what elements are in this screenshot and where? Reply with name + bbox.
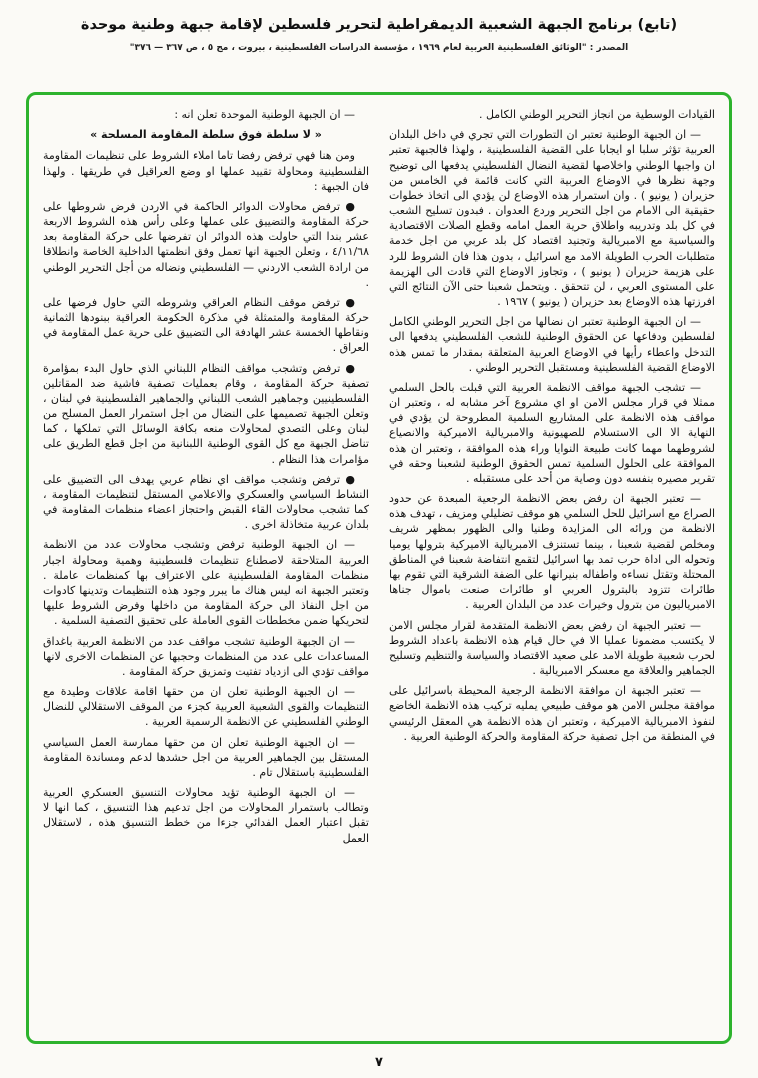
paragraph: ● ترفض موقف النظام العراقي وشروطه التي حاول فرضها على حركة المقاومة والمتمثلة في مذكرة الحكومة العراقية ببنودها الثمانية ونقاطها الخمسة عشر الهادفة الى التضييق على حرية عمل المقاومة في العراق . (43, 295, 369, 355)
page-number: ٧ (375, 1055, 383, 1070)
paragraph: — ان الجبهة الوطنية تعتبر ان نضالها من اجل التحرير الوطني الكامل لفلسطين ودفاعها عن الحقوق الوطنية للشعب الفلسطيني يدفعها الى التدخل واعطاء رأيها في الاوضاع العربية المتعلقة بمقدار ما تمس هذه الاوضاع القضية الفلسطينية ومستقبل التحرير الوطني . (389, 315, 715, 374)
right-column (389, 107, 715, 1029)
paragraph: — ان الجبهة الوطنية تعلن ان من حقها ممارسة العمل السياسي المستقل بين الجماهير العربية من اجل حشدها لدعم ومساندة المقاومة الفلسطينية باستقلال تام . (43, 735, 369, 779)
left-column (43, 107, 369, 1029)
paragraph: — تعتبر الجبهة ان رفض بعض الانظمة المتقدمة لقرار مجلس الامن لا يكتسب مضمونا عمليا الا في حال قيام هذه الانظمة باعداد الشروط لحرب شعبية طويلة الامد على صعيد الاقتصاد والسياسة والتنظيم وتسليح الجماهير والعلاقة مع معسكر الامبريالية . (389, 618, 715, 678)
paragraph: ● ترفض محاولات الدوائر الحاكمة في الاردن فرض شروطها على حركة المقاومة والتضييق على عملها وعلى رأس هذه الشروط الاربعة عشر بندا التي حاولت هذه الدوائر ان تفرضها على حركة المقاومة بعد ٤/١١/٦٨ ، وتعلن الجبهة انها تعمل وفق انظمتها الداخلية الخاصة وانطلاقا من ارادة الشعب الاردني — الفلسطيني ونضاله من أجل التحرير الوطني . (43, 199, 369, 289)
paragraph: — تشجب الجبهة مواقف الانظمة العربية التي قبلت بالحل السلمي ممثلا في قرار مجلس الامن او اي مشروع آخر مشابه له ، وتعتبر ان مواقف هذه الانظمة على المشاريع السلمية المطروحة لن يؤدي في النهاية الا الى الاستسلام للصهيونية والامبريالية الاميركية والانصياع لشروطهما مهما كانت طبيعة النوايا وراء هذه الموافقة ، وتعتبر ان هذه الموافقة على الحلول السلمية تمس الحقوق الوطنية لشعبنا وحقه في تقرير مصيره بنفسه دون وصاية من أحد على مستقبله . (389, 380, 715, 485)
page-header (0, 0, 758, 53)
paragraph: — ان الجبهة الوطنية تعتبر ان التطورات التي تجري في داخل البلدان العربية تؤثر سلبا او ايجابا على القضية الفلسطينية ، ولهذا فالجبهة تعتبر ان واجبها الوطني واخلاصها لقضية النضال الفلسطيني يدفعها الى توضيح وجهة نظرها في الاوضاع العربية التي كانت قائمة في الخامس من حزيران ( يونيو ) . وان استمرار هذه الاوضاع لن يؤدي الى اتخاذ خطوات حقيقية الى الامام من اجل التحرير وردع العدوان . فبدون تسليح الشعب في كل بلد وتدريبه واطلاق حرية العمل امامه وقطع الصلات الاقتصادية والسياسية مع الامبريالية وتجنيد اقتصاد كل بلد عربي من اجل خدمة متطلبات الحرب الطويلة الامد مع اسرائيل ، بدون هذا فان الشروط للرد على هزيمة حزيران ( يونيو ) ، وتجاوز الاوضاع التي قادت الى الهزيمة على المستوى العربي ، لن تتحقق . ويتحمل شعبنا حتى الآن النتائج التي افرزتها هذه الاوضاع بعد حزيران ( يونيو ) ١٩٦٧ . (389, 128, 715, 309)
page-footer (0, 1051, 758, 1070)
source-line: المصدر : "الوثائق الفلسطينية العربية لعام ١٩٦٩ ، مؤسسة الدراسات الفلسطينية ، بيروت ، مج ٥ ، ص ٣٦٧ — ٣٧٦" (129, 42, 629, 53)
paragraph: ومن هنا فهي ترفض رفضا تاما املاء الشروط على تنظيمات المقاومة الفلسطينية ومحاولة تقييد عملها او وضع العراقيل في طريقها . ولهذا فان الجبهة : (43, 149, 369, 193)
quote-line: « لا سلطة فوق سلطة المقاومة المسلحة » (90, 128, 322, 142)
content-border-box (26, 92, 732, 1044)
paragraph: ● ترفض وتشجب مواقف النظام اللبناني الذي حاول البدء بمؤامرة تصفية حركة المقاومة ، وقام بعمليات تصفية فاشية ضد المقاتلين الفلسطينيين وجماهير الشعب اللبناني والجماهير الفلسطينية في لبنان ، وتعلن الجبهة تصميمها على النضال من اجل استمرار العمل المسلح من لبنان وعلى التصدي لمحاولات منعه بكافة الوسائل التي تملكها ، كما تناضل الجبهة مع كل القوى الوطنية اللبنانية من اجل قطع الطريق على مؤامرات هذا النظام . (43, 361, 369, 466)
paragraph: — ان الجبهة الوطنية الموحدة تعلن انه : (174, 108, 355, 121)
paragraph: القيادات الوسطية من انجاز التحرير الوطني الكامل . (478, 108, 715, 121)
two-column-layout (43, 107, 715, 1029)
paragraph: — ان الجبهة الوطنية تعلن ان من حقها اقامة علاقات وطيدة مع التنظيمات والقوى الشعبية العربية كجزء من الموقف الاستقلالي للنضال الوطني الفلسطيني عن الانظمة الرسمية العربية . (43, 685, 369, 729)
paragraph: — ان الجبهة الوطنية ترفض وتشجب محاولات عدد من الانظمة العربية المتلاحقة لاصطناع تنظيمات فلسطينية وهمية ومحاولة اجبار منظمات المقاومة الفلسطينية على الاعتراف بها كمنظمات عاملة . وتعتبر الجبهة انه ليس هناك ما يبرر وجود هذه التنظيمات وتدينها كادوات من اجل النفاذ الى حركة المقاومة من داخلها وفرض الشروط عليها لتحريكها ضمن مخططات القوى العاملة على تحقيق التصفية السلمية . (43, 538, 369, 628)
paragraph: — ان الجبهة الوطنية تؤيد محاولات التنسيق العسكري العربية وتطالب باستمرار المحاولات من اجل تدعيم هذا التنسيق ، كما انها لا تقبل اعتبار العمل الفدائي جزءا من خطط التنسيق هذه ، لاستقلال العمل (43, 786, 369, 845)
paragraph: — تعتبر الجبهة ان موافقة الانظمة الرجعية المحيطة باسرائيل على موافقة مجلس الامن هو موقف طبيعي يمليه تركيب هذه الانظمة الخاضع لنفوذ الامبريالية الاميركية ، وتعتبر ان هذه الانظمة هي المعقل الرئيسي في المنطقة من اجل تصفية حركة المقاومة والحركة الوطنية العربية . (389, 684, 715, 743)
paragraph: ● ترفض وتشجب مواقف اي نظام عربي يهدف الى التضييق على النشاط السياسي والعسكري والاعلامي المستقل لتنظيمات المقاومة ، كما تشجب محاولات القاء القبض واحتجاز اعضاء منظمات المقاومة في بلدان عربية متخاذلة اخرى . (43, 472, 369, 532)
document-title: (تابع) برنامج الجبهة الشعبية الديمقراطية لتحرير فلسطين لإقامة جبهة وطنية موحدة (80, 17, 678, 33)
paragraph: — تعتبر الجبهة ان رفض بعض الانظمة الرجعية المبعدة عن حدود الصراع مع اسرائيل للحل السلمي هو موقف تضليلي ومزيف ، تهدف هذه الانظمة من ورائه الى المزايدة وطنيا والى الظهور بمظهر شريف ومخلص لقضية شعبنا ، بينما تستنزف الامبريالية الاميركية بترولها يوميا وتحوله الى اداة حرب تمد بها اسرائيل لتقمع انتفاضة شعبنا في المناطق المحتلة وتقتل نساءه واطفاله بنيرانها على الضفة الشرقية التي تقوم بها طائرات تتزود بالبترول العربي او طائرات صنعت باموال جناها الامبرياليون من بترول وخيرات عدد من البلدان العربية . (389, 492, 715, 612)
paragraph: — ان الجبهة الوطنية تشجب مواقف عدد من الانظمة العربية باغداق المساعدات على عدد من المنظمات وحجبها عن المنظمات الاخرى لانها مواقف تؤدي الى ازدياد تفتيت وتمزيق حركة المقاومة . (43, 634, 369, 678)
